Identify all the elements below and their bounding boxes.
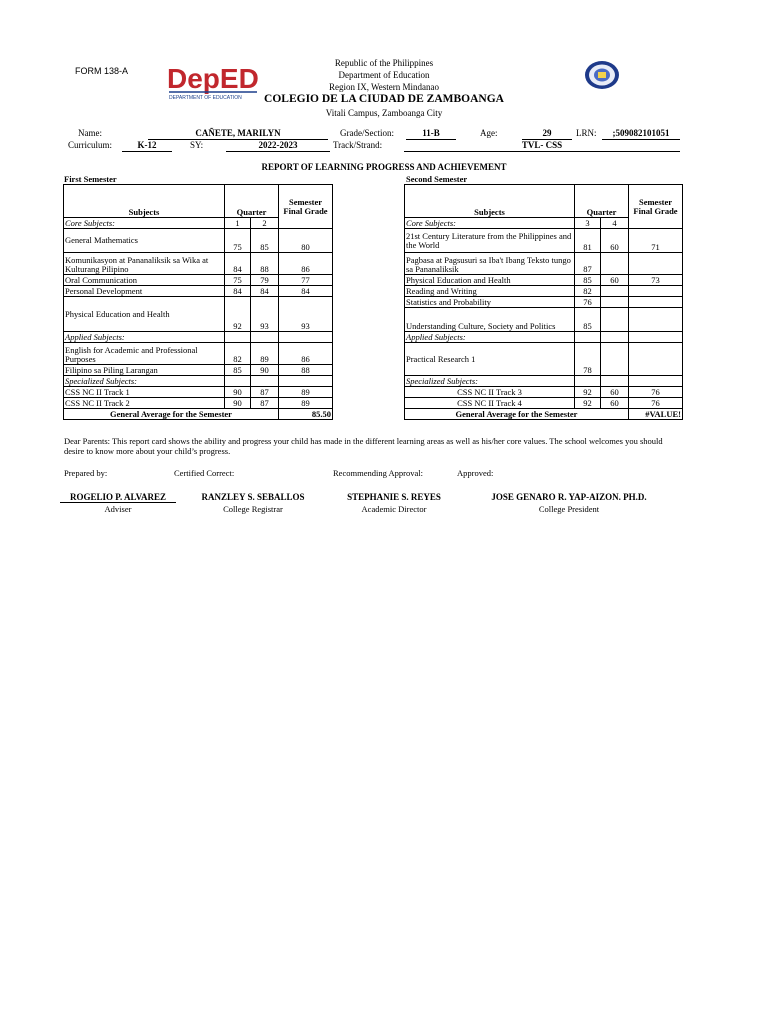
grade-q3: 82 xyxy=(575,286,601,297)
grade-q4: 60 xyxy=(601,398,629,409)
final-grade: 73 xyxy=(629,275,683,286)
table-row xyxy=(64,365,333,376)
adviser-role: Adviser xyxy=(104,504,132,514)
grade-q4 xyxy=(601,308,629,332)
director-name: STEPHANIE S. REYES xyxy=(347,492,441,502)
semester-final-grade-header: Semester Final Grade xyxy=(629,185,683,229)
table-row xyxy=(64,398,333,409)
general-average-value: #VALUE! xyxy=(629,409,683,420)
grade-q1: 90 xyxy=(225,398,251,409)
adviser-name: ROGELIO P. ALVAREZ xyxy=(60,492,176,503)
subject-name: CSS NC II Track 4 xyxy=(405,398,575,409)
final-grade: 77 xyxy=(279,275,333,286)
grade-q1: 90 xyxy=(225,387,251,398)
grade-q1: 75 xyxy=(225,275,251,286)
grade-q1: 92 xyxy=(225,297,251,332)
grade-q3: 78 xyxy=(575,343,601,376)
table-row xyxy=(405,275,683,286)
table-row xyxy=(405,308,683,332)
first-semester-table xyxy=(63,184,333,420)
grade-q1: 84 xyxy=(225,286,251,297)
grade-q3: 87 xyxy=(575,253,601,275)
grade-q2: 88 xyxy=(251,253,279,275)
table-row xyxy=(64,229,333,253)
final-grade: 89 xyxy=(279,387,333,398)
subject-name: Physical Education and Health xyxy=(64,297,225,332)
grade-section-label: Grade/Section: xyxy=(340,128,394,138)
curriculum-value: K-12 xyxy=(122,140,172,152)
final-grade: 76 xyxy=(629,387,683,398)
header-republic: Republic of the Philippines xyxy=(334,58,434,68)
final-grade: 76 xyxy=(629,398,683,409)
quarter-4-label: 4 xyxy=(601,218,629,229)
specialized-subjects-label: Specialized Subjects: xyxy=(405,376,575,387)
grade-q1: 82 xyxy=(225,343,251,365)
grade-q2: 87 xyxy=(251,387,279,398)
table-row xyxy=(405,229,683,253)
certified-correct-label: Certified Correct: xyxy=(174,468,235,478)
recommending-approval-label: Recommending Approval: xyxy=(333,468,423,478)
president-role: College President xyxy=(538,504,600,514)
quarter-header: Quarter xyxy=(225,185,279,218)
grade-q2: 93 xyxy=(251,297,279,332)
subject-name: Understanding Culture, Society and Politics xyxy=(405,308,575,332)
grade-q2: 90 xyxy=(251,365,279,376)
core-subjects-label: Core Subjects: xyxy=(405,218,575,229)
final-grade: 71 xyxy=(629,229,683,253)
grade-q4: 60 xyxy=(601,229,629,253)
grade-q4: 60 xyxy=(601,387,629,398)
final-grade xyxy=(629,253,683,275)
subject-name: CSS NC II Track 3 xyxy=(405,387,575,398)
general-average-row xyxy=(405,409,683,420)
final-grade: 93 xyxy=(279,297,333,332)
approved-label: Approved: xyxy=(457,468,494,478)
sy-label: SY: xyxy=(190,140,204,150)
table-row xyxy=(405,343,683,376)
deped-logo-subtext: DEPARTMENT OF EDUCATION xyxy=(169,95,242,101)
core-subjects-label: Core Subjects: xyxy=(64,218,225,229)
final-grade: 88 xyxy=(279,365,333,376)
table-row xyxy=(405,332,683,343)
subject-name: CSS NC II Track 2 xyxy=(64,398,225,409)
curriculum-label: Curriculum: xyxy=(68,140,112,150)
student-name: CAÑETE, MARILYN xyxy=(148,128,328,140)
school-seal-icon xyxy=(584,60,620,90)
grade-q3: 85 xyxy=(575,275,601,286)
grade-section-value: 11-B xyxy=(406,128,456,140)
quarter-1-label: 1 xyxy=(225,218,251,229)
final-grade: 89 xyxy=(279,398,333,409)
grade-q3: 81 xyxy=(575,229,601,253)
deped-logo-text: DepED xyxy=(167,63,259,94)
table-row xyxy=(405,253,683,275)
quarter-header: Quarter xyxy=(575,185,629,218)
header-region: Region IX, Western Mindanao xyxy=(328,82,440,92)
president-name: JOSE GENARO R. YAP-AIZON. PH.D. xyxy=(491,492,647,502)
table-row xyxy=(405,387,683,398)
subject-name: Personal Development xyxy=(64,286,225,297)
sy-value: 2022-2023 xyxy=(226,140,330,152)
report-title: REPORT OF LEARNING PROGRESS AND ACHIEVEMENT xyxy=(261,162,507,172)
table-row xyxy=(64,297,333,332)
general-average-value: 85.50 xyxy=(279,409,333,420)
grade-q2: 87 xyxy=(251,398,279,409)
grade-q1: 84 xyxy=(225,253,251,275)
table-row xyxy=(405,398,683,409)
second-semester-table xyxy=(404,184,683,420)
table-row xyxy=(64,275,333,286)
subject-name: Filipino sa Piling Larangan xyxy=(64,365,225,376)
grade-q4 xyxy=(601,253,629,275)
general-average-label: General Average for the Semester xyxy=(64,409,279,420)
final-grade xyxy=(629,297,683,308)
grade-q2: 79 xyxy=(251,275,279,286)
track-value: TVL- CSS xyxy=(404,140,680,152)
general-average-row xyxy=(64,409,333,420)
table-header-row xyxy=(64,185,333,218)
grade-q4 xyxy=(601,297,629,308)
subject-name: Statistics and Probability xyxy=(405,297,575,308)
table-row xyxy=(405,286,683,297)
grade-q2: 85 xyxy=(251,229,279,253)
final-grade: 80 xyxy=(279,229,333,253)
grade-q3: 85 xyxy=(575,308,601,332)
grade-q3: 92 xyxy=(575,387,601,398)
campus-name: Vitali Campus, Zamboanga City xyxy=(325,108,443,118)
lrn-label: LRN: xyxy=(576,128,597,138)
form-number: FORM 138-A xyxy=(75,66,129,76)
age-value: 29 xyxy=(522,128,572,140)
final-grade: 86 xyxy=(279,253,333,275)
table-row xyxy=(405,376,683,387)
grade-q1: 85 xyxy=(225,365,251,376)
general-average-label: General Average for the Semester xyxy=(405,409,629,420)
subject-name: Reading and Writing xyxy=(405,286,575,297)
table-row xyxy=(64,332,333,343)
subjects-header: Subjects xyxy=(64,185,225,218)
grade-q2: 84 xyxy=(251,286,279,297)
subject-name: CSS NC II Track 1 xyxy=(64,387,225,398)
prepared-by-label: Prepared by: xyxy=(64,468,108,478)
table-row xyxy=(405,297,683,308)
final-grade: 84 xyxy=(279,286,333,297)
final-grade xyxy=(629,343,683,376)
table-row xyxy=(64,253,333,275)
grade-q4 xyxy=(601,343,629,376)
grade-q2: 89 xyxy=(251,343,279,365)
semester-final-grade-header: Semester Final Grade xyxy=(279,185,333,229)
grade-q3: 76 xyxy=(575,297,601,308)
second-semester-label: Second Semester xyxy=(406,174,468,184)
subject-name: Oral Communication xyxy=(64,275,225,286)
registrar-name: RANZLEY S. SEBALLOS xyxy=(201,492,305,502)
name-label: Name: xyxy=(78,128,102,138)
table-row xyxy=(64,376,333,387)
subject-name: 21st Century Literature from the Philippines and the World xyxy=(405,229,575,253)
parents-note: Dear Parents: This report card shows the ability and progress your child has made in the different learning areas as well as his/her core values. The school welcomes you should desire to know more about your child’s progress. xyxy=(64,436,663,456)
table-header-row xyxy=(405,185,683,218)
header-department: Department of Education xyxy=(338,70,430,80)
subject-name: Pagbasa at Pagsusuri sa Iba't Ibang Teksto tungo sa Pananaliksik xyxy=(405,253,575,275)
subject-name: Practical Research 1 xyxy=(405,343,575,376)
registrar-role: College Registrar xyxy=(223,504,283,514)
school-name: COLEGIO DE LA CIUDAD DE ZAMBOANGA xyxy=(264,93,504,105)
final-grade xyxy=(629,308,683,332)
lrn-value: ;509082101051 xyxy=(602,128,680,140)
grade-q1: 75 xyxy=(225,229,251,253)
grade-q4: 60 xyxy=(601,275,629,286)
subjects-header: Subjects xyxy=(405,185,575,218)
final-grade xyxy=(629,286,683,297)
track-label: Track/Strand: xyxy=(333,140,383,150)
quarter-2-label: 2 xyxy=(251,218,279,229)
grade-q3: 92 xyxy=(575,398,601,409)
table-row xyxy=(64,343,333,365)
first-semester-label: First Semester xyxy=(64,174,117,184)
subject-name: General Mathematics xyxy=(64,229,225,253)
quarter-3-label: 3 xyxy=(575,218,601,229)
table-row xyxy=(64,286,333,297)
age-label: Age: xyxy=(480,128,498,138)
subject-name: English for Academic and Professional Purposes xyxy=(64,343,225,365)
subject-name: Komunikasyon at Pananaliksik sa Wika at Kulturang Pilipino xyxy=(64,253,225,275)
final-grade: 86 xyxy=(279,343,333,365)
applied-subjects-label: Applied Subjects: xyxy=(405,332,575,343)
director-role: Academic Director xyxy=(361,504,427,514)
specialized-subjects-label: Specialized Subjects: xyxy=(64,376,225,387)
grade-q4 xyxy=(601,286,629,297)
table-row xyxy=(64,387,333,398)
applied-subjects-label: Applied Subjects: xyxy=(64,332,225,343)
subject-name: Physical Education and Health xyxy=(405,275,575,286)
